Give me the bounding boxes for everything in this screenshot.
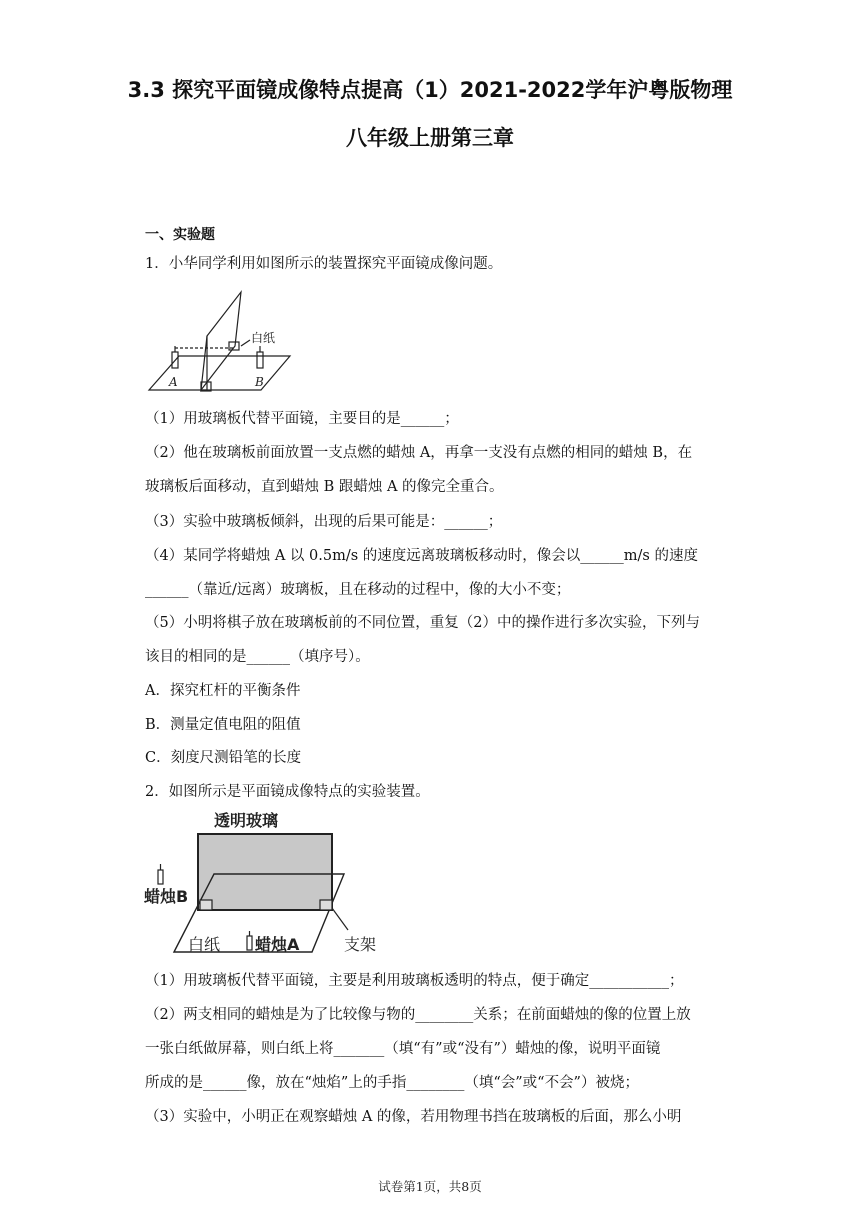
question-1-part-3: （3）实验中玻璃板倾斜，出现的后果可能是：______；: [145, 514, 503, 530]
question-1-stem: 1．小华同学利用如图所示的装置探究平面镜成像问题。: [145, 256, 503, 272]
figure-2-label-stand: 支架: [344, 935, 377, 954]
figure-1-label-paper: 白纸: [251, 331, 276, 345]
question-1-part-2-cont: 玻璃板后面移动，直到蜡烛 B 跟蜡烛 A 的像完全重合。: [145, 479, 504, 495]
question-1-option-a: A．探究杠杆的平衡条件: [145, 683, 301, 699]
question-2-stem: 2．如图所示是平面镜成像特点的实验装置。: [145, 784, 430, 800]
question-2-part-2-cont-2: 所成的是______像，放在“烛焰”上的手指________（填“会”或“不会”）被烧；: [145, 1075, 639, 1091]
question-1-part-5-cont: 该目的相同的是______（填序号）。: [145, 649, 370, 665]
question-1-part-1: （1）用玻璃板代替平面镜，主要目的是______；: [145, 411, 459, 427]
figure-1-mirror-setup: [145, 288, 295, 398]
question-1-part-5: （5）小明将棋子放在玻璃板前的不同位置，重复（2）中的操作进行多次实验，下列与: [145, 615, 700, 631]
page-title-line-1: 3.3 探究平面镜成像特点提高（1）2021-2022学年沪粤版物理: [127, 78, 733, 102]
question-2-part-2-cont-1: 一张白纸做屏幕，则白纸上将_______（填“有”或“没有”）蜡烛的像，说明平面镜: [145, 1041, 661, 1057]
question-1-part-4-cont: ______（靠近/远离）玻璃板，且在移动的过程中，像的大小不变；: [145, 582, 571, 598]
section-heading: 一、实验题: [145, 227, 215, 243]
figure-1-label-b: B: [255, 375, 264, 389]
figure-1-label-a: A: [169, 375, 178, 389]
question-2-part-1: （1）用玻璃板代替平面镜，主要是利用玻璃板透明的特点，便于确定___________；: [145, 973, 684, 989]
question-1-part-2: （2）他在玻璃板前面放置一支点燃的蜡烛 A，再拿一支没有点燃的相同的蜡烛 B，在: [145, 445, 693, 461]
page-footer: 试卷第1页，共8页: [378, 1179, 482, 1194]
page-title-line-2: 八年级上册第三章: [346, 126, 514, 150]
question-1-part-4: （4）某同学将蜡烛 A 以 0.5m/s 的速度远离玻璃板移动时，像会以______m/s 的速度: [145, 548, 698, 564]
figure-2-label-paper: 白纸: [188, 935, 221, 954]
question-1-option-c: C．刻度尺测铅笔的长度: [145, 750, 302, 766]
figure-2-mirror-setup: [144, 808, 394, 960]
question-2-part-2: （2）两支相同的蜡烛是为了比较像与物的________关系；在前面蜡烛的像的位置上放: [145, 1007, 691, 1023]
figure-2-label-glass: 透明玻璃: [214, 811, 279, 830]
question-2-part-3: （3）实验中，小明正在观察蜡烛 A 的像，若用物理书挡在玻璃板的后面，那么小明: [145, 1109, 682, 1125]
figure-2-label-candle-a: 蜡烛A: [255, 935, 300, 954]
figure-2-label-candle-b: 蜡烛B: [144, 887, 189, 906]
question-1-option-b: B．测量定值电阻的阻值: [145, 717, 301, 733]
